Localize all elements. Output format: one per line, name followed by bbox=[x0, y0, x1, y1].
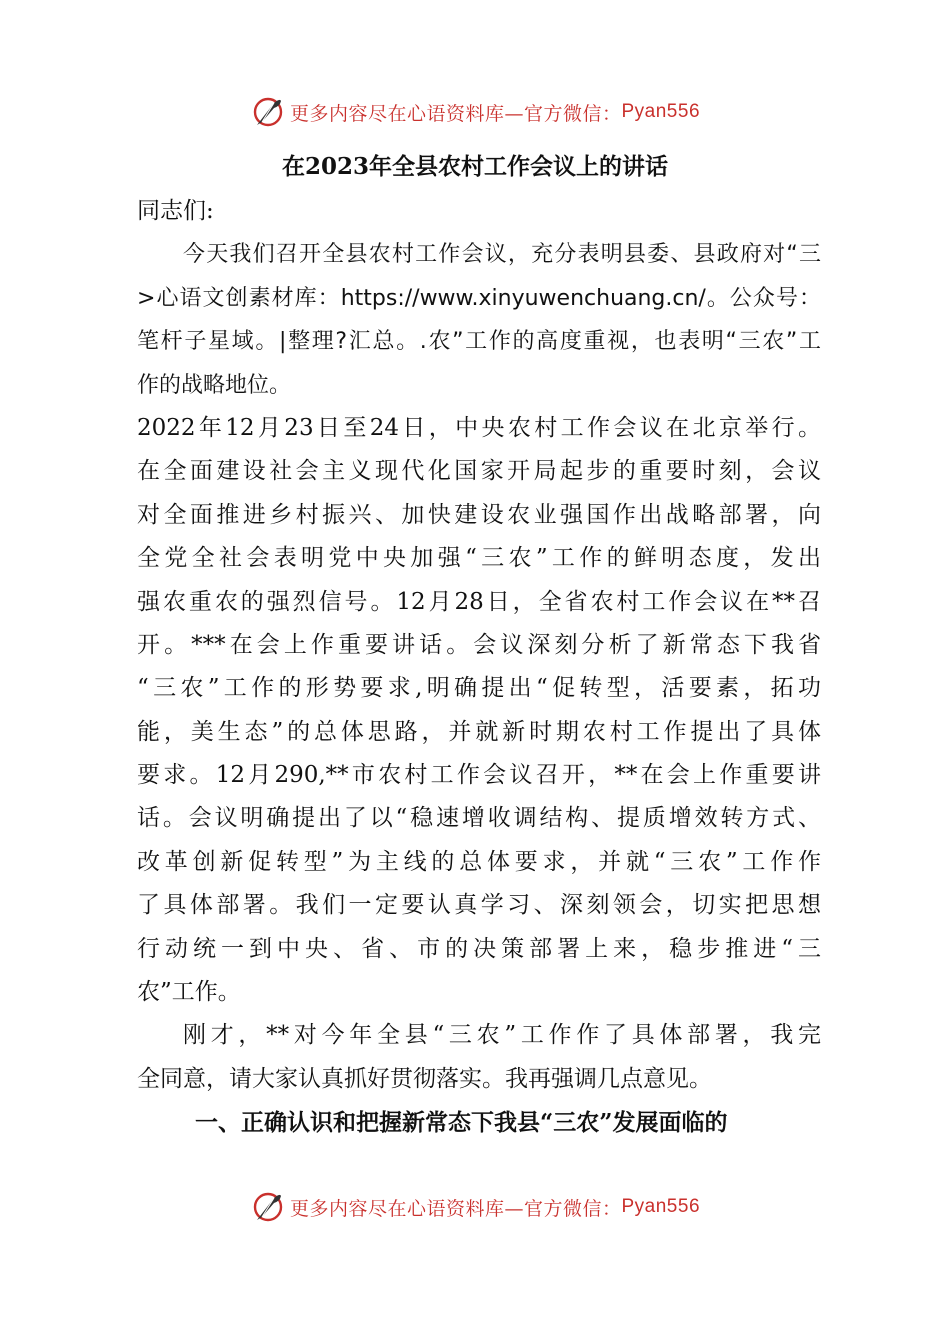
paragraph-line: 了具体部署。我们一定要认真学习、深刻领会，切实把思想 bbox=[137, 892, 821, 919]
paragraph-line: 今天我们召开全县农村工作会议，充分表明县委、县政府对“三 bbox=[183, 242, 821, 268]
greeting bbox=[137, 190, 821, 233]
paragraph-line: 要求。12月290,**市农村工作会议召开，**在会上作重要讲 bbox=[137, 762, 821, 789]
paragraph-line: 能，美生态”的总体思路，并就新时期农村工作提出了具体 bbox=[137, 718, 821, 745]
banner-text-library: 更多内容尽在心语资料库 bbox=[289, 1197, 505, 1220]
greeting-text: 同志们: bbox=[137, 198, 214, 224]
watermark-banner-top bbox=[0, 92, 950, 132]
banner-text-wechat-id: Pyan556 bbox=[621, 1196, 701, 1217]
paragraph-line: 全同意，请大家认真抓好贯彻落实。我再强调几点意见。 bbox=[137, 1065, 712, 1092]
paragraph-line: 改革创新促转型”为主线的总体要求，并就“三农”工作作 bbox=[137, 848, 821, 875]
paragraph-line: 农”工作。 bbox=[137, 979, 241, 1006]
paragraph-line: 作的战略地位。 bbox=[137, 372, 292, 398]
banner-text-wechat-label: —官方微信： bbox=[504, 1197, 622, 1220]
banner-text-library: 更多内容尽在心语资料库 bbox=[289, 102, 505, 125]
watermark-banner-bottom bbox=[0, 1187, 950, 1227]
section-heading-1 bbox=[137, 1101, 821, 1144]
paragraph-line: >心语文创素材库：https://www.xinyuwenchuang.cn/。公众号： bbox=[137, 285, 821, 311]
document-title: 在2023年全县农村工作会议上的讲话 bbox=[281, 153, 668, 180]
paragraph-line: 对全面推进乡村振兴、加快建设农业强国作出战略部署，向 bbox=[137, 501, 821, 528]
paragraph-line: 行动统一到中央、省、市的决策部署上来，稳步推进“三 bbox=[137, 935, 821, 962]
document-body bbox=[137, 190, 821, 1145]
paragraph-1 bbox=[137, 233, 821, 407]
quill-logo-icon bbox=[250, 94, 286, 130]
paragraph-2 bbox=[137, 407, 821, 1014]
paragraph-line: 强农重农的强烈信号。12月28日，全省农村工作会议在**召 bbox=[137, 588, 821, 615]
banner-text-wechat-label: —官方微信： bbox=[504, 102, 622, 125]
paragraph-3 bbox=[137, 1014, 821, 1101]
paragraph-line: 全党全社会表明党中央加强“三农”工作的鲜明态度，发出 bbox=[137, 545, 821, 572]
paragraph-line: 话。会议明确提出了以“稳速增收调结构、提质增效转方式、 bbox=[137, 805, 821, 832]
section-heading-text: 一、正确认识和把握新常态下我县“三农”发展面临的 bbox=[195, 1109, 728, 1137]
banner-text-wechat-id: Pyan556 bbox=[621, 101, 701, 122]
paragraph-line: 刚才，**对今年全县“三农”工作作了具体部署，我完 bbox=[183, 1022, 821, 1049]
paragraph-line: 在全面建设社会主义现代化国家开局起步的重要时刻，会议 bbox=[137, 458, 821, 485]
paragraph-line: 2022年12月23日至24日，中央农村工作会议在北京举行。 bbox=[137, 414, 821, 441]
paragraph-line: 笔杆子星域。|整理?汇总。.农”工作的高度重视，也表明“三农”工 bbox=[137, 329, 821, 355]
paragraph-line: 开。***在会上作重要讲话。会议深刻分析了新常态下我省 bbox=[137, 631, 821, 658]
paragraph-line: “三农”工作的形势要求,明确提出“促转型，活要素，拓功 bbox=[137, 675, 821, 702]
quill-logo-icon bbox=[250, 1189, 286, 1225]
